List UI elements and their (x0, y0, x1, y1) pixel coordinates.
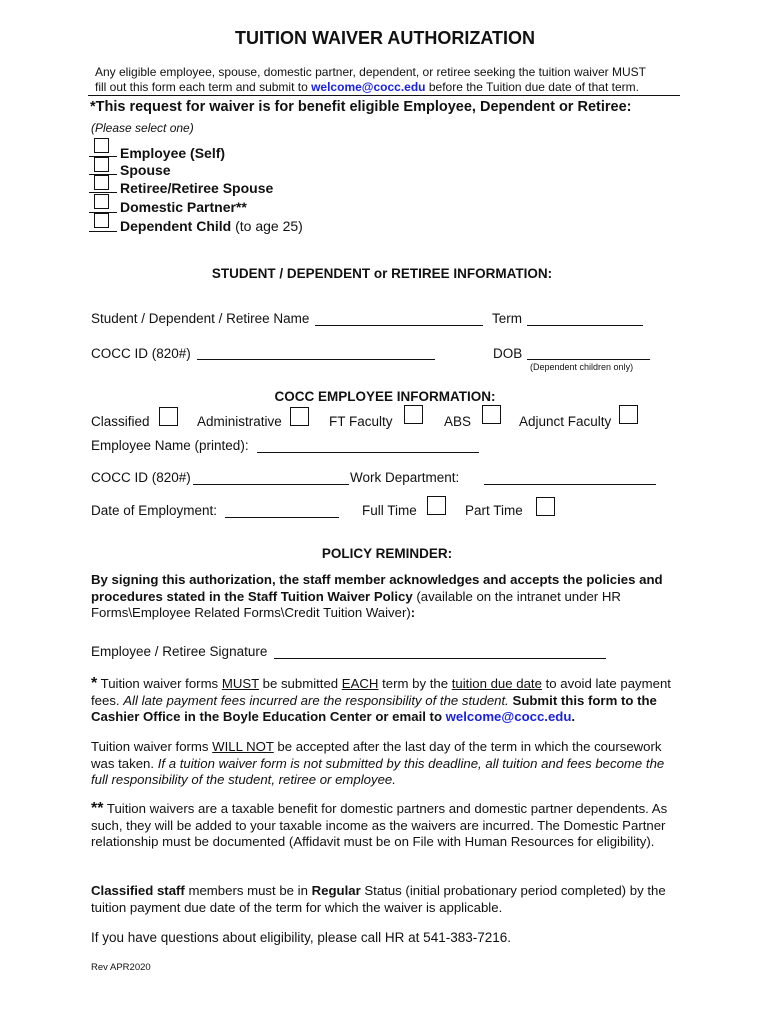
student-name-field[interactable] (315, 325, 483, 326)
student-id-field[interactable] (197, 359, 435, 360)
term-label: Term (492, 311, 522, 326)
note-will-not: WILL NOT (212, 739, 274, 754)
revision-footer: Rev APR2020 (91, 962, 151, 973)
abs-checkbox[interactable] (482, 405, 501, 424)
employee-section-heading: COCC EMPLOYEE INFORMATION: (274, 389, 496, 404)
policy-paragraph (91, 572, 681, 622)
dob-note: (Dependent children only) (530, 362, 634, 372)
policy-colon: : (410, 605, 416, 620)
type-administrative-label: Administrative (197, 414, 282, 429)
policy-heading: POLICY REMINDER: (321, 546, 453, 561)
note-star: * (91, 675, 98, 692)
intro-line-2 (95, 80, 639, 95)
option-line (89, 231, 117, 232)
policy-bold-text: By signing this authorization, the staff member acknowledges and accepts the policies and procedures stated in the Staff Tuition Waiver Policy (91, 572, 663, 604)
note-bold: Submit this form to the Cashier Office in the Boyle Education Center or email to (91, 692, 657, 724)
part-time-checkbox[interactable] (536, 497, 555, 516)
signature-label: Employee / Retiree Signature (91, 644, 268, 659)
note-due-date (91, 676, 681, 726)
option-dependent-child (120, 218, 303, 234)
signature-field[interactable] (274, 658, 606, 659)
student-id-label: COCC ID (820#) (91, 346, 191, 361)
note-deadline (91, 739, 681, 789)
employee-name-field[interactable] (257, 452, 479, 453)
note-domestic-partner (91, 801, 681, 851)
note-period: . (571, 709, 576, 724)
note-italic: If a tuition waiver form is not submitted by this deadline, all tuition and fees become the full responsibility of the student, retiree or employee. (91, 755, 665, 787)
note-text: Tuition waivers are a taxable benefit for domestic partners and domestic partner dependents. As such, they will be added to your taxable income as the waivers are incurred. The Domestic Partner relationship must be documented (Affidavit must be on File with Human Resources for eligibility). (91, 801, 668, 849)
option-employee-self: Employee (Self) (120, 145, 226, 161)
type-ft-faculty-label: FT Faculty (329, 414, 393, 429)
dob-field[interactable] (527, 359, 650, 360)
select-note: (Please select one) (91, 121, 194, 135)
option-spouse: Spouse (120, 162, 171, 178)
intro-line-1: Any eligible employee, spouse, domestic partner, dependent, or retiree seeking the tuition waiver MUST (95, 65, 646, 79)
request-heading: *This request for waiver is for benefit eligible Employee, Dependent or Retiree: (90, 99, 632, 115)
date-of-employment-field[interactable] (225, 517, 339, 518)
work-department-field[interactable] (484, 484, 656, 485)
option-dependent-label: Dependent Child (120, 218, 232, 234)
note-classified (91, 883, 681, 916)
note-must: MUST (221, 676, 259, 691)
note-text: term by the (378, 676, 452, 691)
full-time-checkbox[interactable] (427, 496, 446, 515)
option-retiree: Retiree/Retiree Spouse (120, 180, 274, 196)
dob-label: DOB (493, 346, 523, 361)
note-due: tuition due date (451, 676, 542, 691)
note-text: Tuition waiver forms (91, 739, 213, 754)
adjunct-faculty-checkbox[interactable] (619, 405, 638, 424)
term-field[interactable] (527, 325, 643, 326)
note-text: Status (initial probationary period completed) by the tuition payment due date of the term for which the waiver is applicable. (91, 883, 666, 915)
note-double-star: ** (91, 800, 104, 817)
note-text: be submitted (258, 676, 342, 691)
form-title: TUITION WAIVER AUTHORIZATION (235, 28, 535, 48)
intro-email-link[interactable]: welcome@cocc.edu (311, 80, 426, 94)
option-line (89, 192, 117, 193)
note-text: members must be in (184, 883, 312, 898)
note-email-link[interactable]: welcome@cocc.edu (445, 709, 572, 724)
full-time-label: Full Time (362, 503, 417, 518)
domestic-partner-checkbox[interactable] (94, 194, 109, 209)
note-text: Tuition waiver forms (97, 676, 222, 691)
note-text: be accepted after the last day of the term in which the coursework was taken. (91, 739, 662, 771)
spouse-checkbox[interactable] (94, 157, 109, 172)
type-classified-label: Classified (91, 414, 150, 429)
intro-divider (88, 95, 680, 96)
dependent-child-checkbox[interactable] (94, 213, 109, 228)
student-section-heading: STUDENT / DEPENDENT or RETIREE INFORMATION: (211, 266, 553, 281)
note-text: to avoid late payment fees. (91, 676, 671, 708)
note-italic: All late payment fees incurred are the responsibility of the student. (123, 692, 509, 708)
student-name-label: Student / Dependent / Retiree Name (91, 311, 310, 326)
employee-self-checkbox[interactable] (94, 138, 109, 153)
intro-text: fill out this form each term and submit to (95, 80, 312, 94)
note-bold: Classified staff (91, 883, 185, 898)
policy-rest-text: (available on the intranet under HR Forms\Employee Related Forms\Credit Tuition Waiver) (91, 588, 621, 620)
classified-checkbox[interactable] (159, 407, 178, 426)
option-dependent-suffix: (to age 25) (231, 218, 303, 234)
type-adjunct-label: Adjunct Faculty (519, 414, 612, 429)
employee-id-field[interactable] (193, 484, 349, 485)
type-abs-label: ABS (444, 414, 472, 429)
note-contact: If you have questions about eligibility, please call HR at 541-383-7216. (91, 930, 512, 945)
employee-id-label: COCC ID (820#) (91, 470, 191, 485)
retiree-checkbox[interactable] (94, 175, 109, 190)
employee-name-label: Employee Name (printed): (91, 438, 249, 453)
part-time-label: Part Time (465, 503, 523, 518)
note-each: EACH (341, 676, 379, 691)
ft-faculty-checkbox[interactable] (404, 405, 423, 424)
work-department-label: Work Department: (350, 470, 460, 485)
intro-text-after: before the Tuition due date of that term. (425, 80, 639, 94)
administrative-checkbox[interactable] (290, 407, 309, 426)
date-of-employment-label: Date of Employment: (91, 503, 218, 518)
option-domestic-partner: Domestic Partner** (120, 199, 247, 215)
note-bold: Regular (311, 883, 361, 898)
